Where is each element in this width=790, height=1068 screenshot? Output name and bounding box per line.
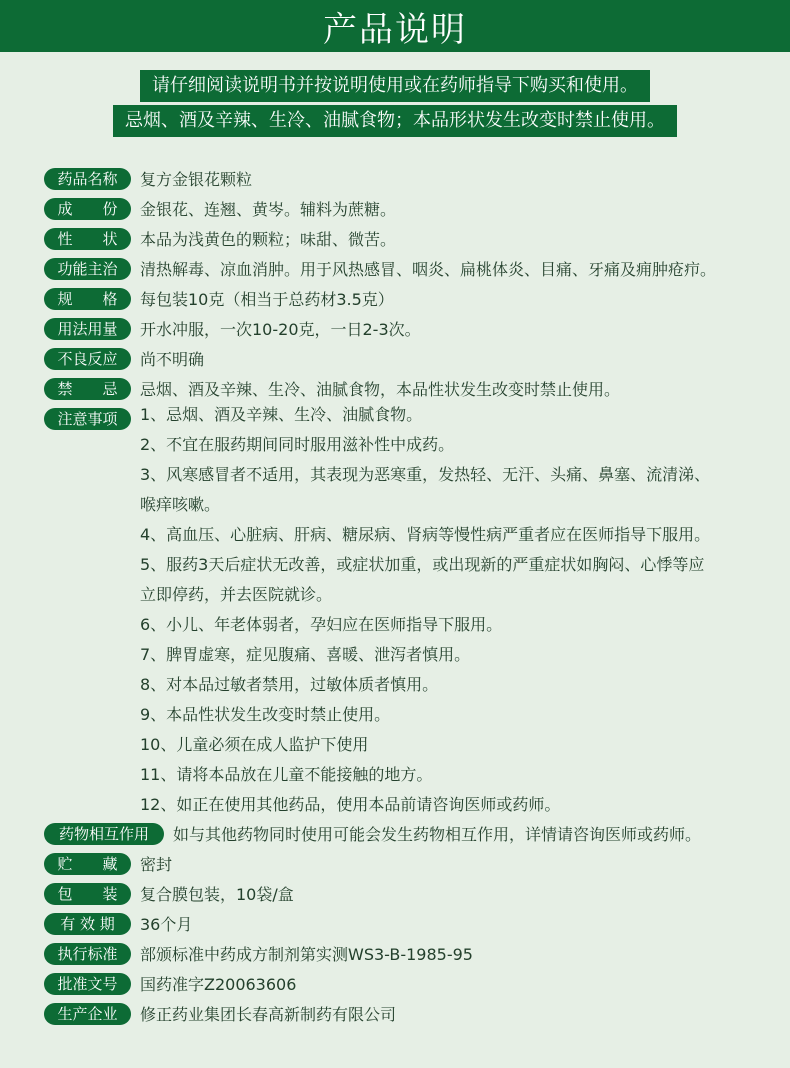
row-spec (44, 285, 784, 315)
row-indications (44, 255, 784, 285)
header-bar (0, 0, 790, 52)
row-interaction (44, 820, 784, 850)
value-ingredients: 金银花、连翘、黄岑。辅料为蔗糖。 (140, 200, 397, 219)
value-package: 复合膜包装，10袋/盒 (140, 885, 294, 904)
value-contraindications: 忌烟、酒及辛辣、生冷、油腻食物，本品性状发生改变时禁止使用。 (140, 380, 621, 399)
row-name (44, 165, 784, 195)
notice-line-2: 忌烟、酒及辛辣、生冷、油腻食物；本品形状发生改变时禁止使用。 (113, 105, 677, 137)
label-manufacturer: 生产企业 (44, 1003, 131, 1025)
label-ingredients: 成 份 (44, 198, 131, 220)
label-standard: 执行标准 (44, 943, 131, 965)
precaution-item-3-cont: 喉痒咳嗽。 (140, 495, 221, 514)
notice-line-1: 请仔细阅读说明书并按说明使用或在药师指导下购买和使用。 (140, 70, 650, 102)
precaution-item-6: 6、小儿、年老体弱者，孕妇应在医师指导下服用。 (140, 615, 503, 634)
label-interaction: 药物相互作用 (44, 823, 164, 845)
row-validity (44, 910, 784, 940)
label-usage: 用法用量 (44, 318, 131, 340)
precaution-item-10: 10、儿童必须在成人监护下使用 (140, 735, 369, 754)
value-manufacturer: 修正药业集团长春高新制药有限公司 (140, 1005, 397, 1024)
value-name: 复方金银花颗粒 (140, 170, 253, 189)
precaution-item-2: 2、不宜在服药期间同时服用滋补性中成药。 (140, 435, 455, 454)
value-validity: 36个月 (140, 915, 193, 934)
precautions-list (140, 400, 784, 820)
page-title: 产品说明 (323, 9, 467, 50)
row-package (44, 880, 784, 910)
label-validity: 有 效 期 (44, 913, 131, 935)
value-indications: 清热解毒、凉血消肿。用于风热感冒、咽炎、扁桃体炎、目痛、牙痛及痈肿疮疖。 (140, 260, 717, 279)
precaution-item-12: 12、如正在使用其他药品，使用本品前请咨询医师或药师。 (140, 795, 561, 814)
value-spec: 每包装10克（相当于总药材3.5克） (140, 290, 394, 309)
row-storage (44, 850, 784, 880)
value-standard: 部颁标准中药成方制剂第实测WS3-B-1985-95 (140, 945, 473, 964)
row-approval (44, 970, 784, 1000)
precaution-item-11: 11、请将本品放在儿童不能接触的地方。 (140, 765, 433, 784)
label-appearance: 性 状 (44, 228, 131, 250)
label-storage: 贮 藏 (44, 853, 131, 875)
precaution-item-3: 3、风寒感冒者不适用，其表现为恶寒重，发热轻、无汗、头痛、鼻塞、流清涕、 (140, 465, 711, 484)
precaution-item-7: 7、脾胃虚寒，症见腹痛、喜暖、泄泻者慎用。 (140, 645, 471, 664)
precaution-item-8: 8、对本品过敏者禁用，过敏体质者慎用。 (140, 675, 439, 694)
label-approval: 批准文号 (44, 973, 131, 995)
label-precautions: 注意事项 (44, 408, 131, 430)
value-adverse: 尚不明确 (140, 350, 205, 369)
value-usage: 开水冲服，一次10-20克，一日2-3次。 (140, 320, 421, 339)
row-precautions (44, 405, 784, 820)
info-rows (44, 165, 784, 1030)
row-usage (44, 315, 784, 345)
row-standard (44, 940, 784, 970)
label-spec: 规 格 (44, 288, 131, 310)
precaution-item-5-cont: 立即停药，并去医院就诊。 (140, 585, 333, 604)
precaution-item-4: 4、高血压、心脏病、肝病、糖尿病、肾病等慢性病严重者应在医师指导下服用。 (140, 525, 711, 544)
precaution-item-9: 9、本品性状发生改变时禁止使用。 (140, 705, 391, 724)
value-appearance: 本品为浅黄色的颗粒；味甜、微苦。 (140, 230, 397, 249)
label-name: 药品名称 (44, 168, 131, 190)
label-package: 包 装 (44, 883, 131, 905)
row-ingredients (44, 195, 784, 225)
value-storage: 密封 (140, 855, 173, 874)
value-approval: 国药准字Z20063606 (140, 975, 297, 994)
row-appearance (44, 225, 784, 255)
row-adverse (44, 345, 784, 375)
label-contraindications: 禁 忌 (44, 378, 131, 400)
notice-block (0, 70, 790, 140)
label-adverse: 不良反应 (44, 348, 131, 370)
precaution-item-1: 1、忌烟、酒及辛辣、生冷、油腻食物。 (140, 405, 423, 424)
value-interaction: 如与其他药物同时使用可能会发生药物相互作用，详情请咨询医师或药师。 (173, 825, 702, 844)
precaution-item-5: 5、服药3天后症状无改善，或症状加重，或出现新的严重症状如胸闷、心悸等应 (140, 555, 705, 574)
label-indications: 功能主治 (44, 258, 131, 280)
row-manufacturer (44, 1000, 784, 1030)
